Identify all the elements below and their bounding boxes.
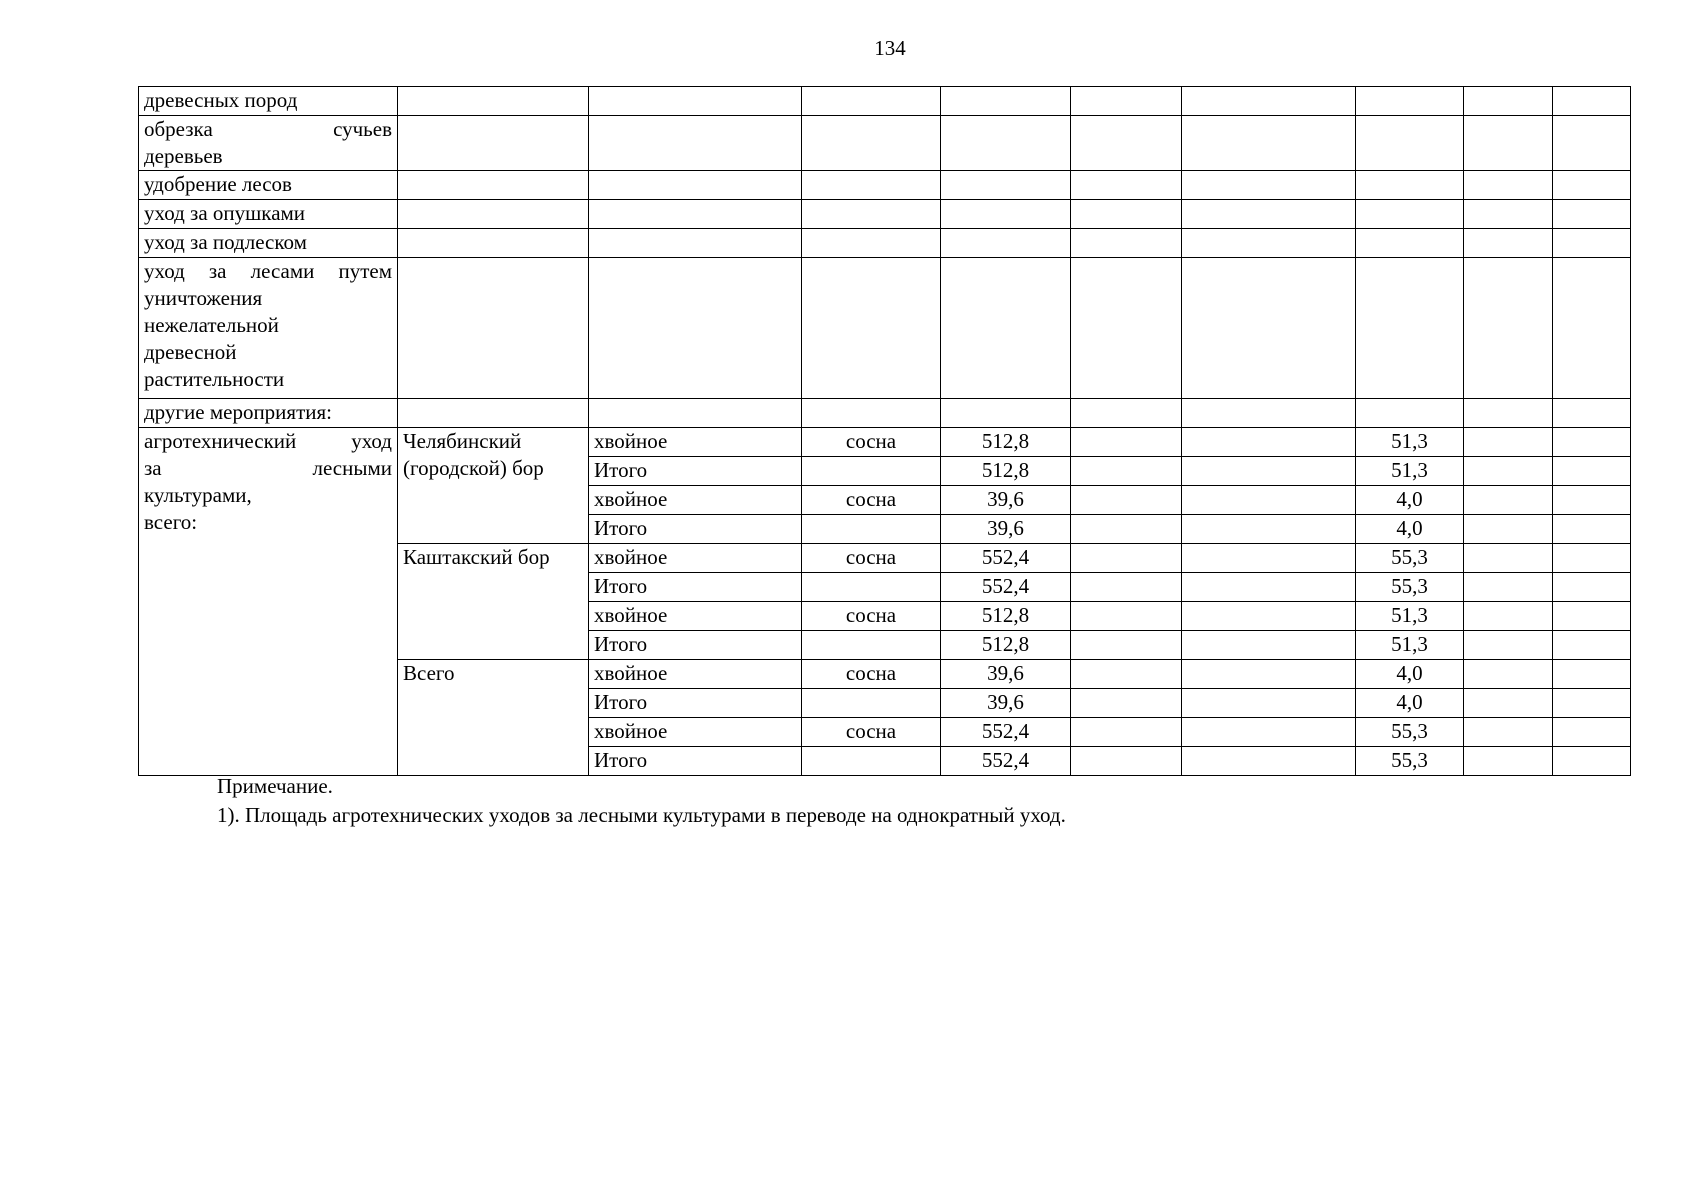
stand-type: Итого (589, 457, 802, 486)
table-row (139, 229, 1631, 258)
species: сосна (802, 544, 941, 573)
species: сосна (802, 428, 941, 457)
area-value: 39,6 (941, 660, 1071, 689)
species (802, 457, 941, 486)
footnote (217, 772, 1066, 830)
stand-type: Итого (589, 689, 802, 718)
table-row (139, 200, 1631, 229)
row-label: удобрение лесов (139, 171, 398, 200)
note-text: 1). Площадь агротехнических уходов за лесными культурами в переводе на однократный уход. (217, 803, 1066, 827)
forest-measures-table (138, 86, 1631, 776)
area-value: 512,8 (941, 457, 1071, 486)
measure-value: 51,3 (1356, 457, 1464, 486)
stand-type: Итого (589, 573, 802, 602)
measure-value: 51,3 (1356, 602, 1464, 631)
table-row (139, 171, 1631, 200)
area-value: 39,6 (941, 486, 1071, 515)
area-value: 512,8 (941, 631, 1071, 660)
stand-type: хвойное (589, 428, 802, 457)
table-row (139, 399, 1631, 428)
row-label: другие мероприятия: (139, 399, 398, 428)
row-label: обрезка сучьев деревьев (139, 116, 398, 171)
stand-type: хвойное (589, 660, 802, 689)
table-row (139, 258, 1631, 399)
measure-value: 55,3 (1356, 544, 1464, 573)
measure-value: 4,0 (1356, 689, 1464, 718)
agro-label: агротехнический уход за лесными культурами, всего: (139, 428, 398, 776)
forest-name: Каштакский бор (398, 544, 589, 660)
area-value: 512,8 (941, 602, 1071, 631)
species: сосна (802, 660, 941, 689)
stand-type: Итого (589, 631, 802, 660)
page-number: 134 (874, 36, 906, 60)
area-value: 512,8 (941, 428, 1071, 457)
table-row (139, 87, 1631, 116)
measure-value: 51,3 (1356, 428, 1464, 457)
area-value: 552,4 (941, 573, 1071, 602)
stand-type: Итого (589, 515, 802, 544)
species (802, 689, 941, 718)
area-value: 39,6 (941, 689, 1071, 718)
species: сосна (802, 602, 941, 631)
measure-value: 55,3 (1356, 718, 1464, 747)
note-title: Примечание. (217, 774, 333, 798)
measure-value: 55,3 (1356, 747, 1464, 776)
species: сосна (802, 718, 941, 747)
stand-type: Итого (589, 747, 802, 776)
table-row (139, 428, 1631, 457)
species (802, 515, 941, 544)
forest-name: Всего (398, 660, 589, 776)
stand-type: хвойное (589, 602, 802, 631)
area-value: 39,6 (941, 515, 1071, 544)
measure-value: 4,0 (1356, 660, 1464, 689)
species: сосна (802, 486, 941, 515)
area-value: 552,4 (941, 747, 1071, 776)
stand-type: хвойное (589, 718, 802, 747)
area-value: 552,4 (941, 544, 1071, 573)
forest-name: Челябинский (городской) бор (398, 428, 589, 544)
row-label: уход за лесами путем уничтожения нежелательной древесной растительности (139, 258, 398, 399)
row-label: уход за опушками (139, 200, 398, 229)
row-label: уход за подлеском (139, 229, 398, 258)
stand-type: хвойное (589, 486, 802, 515)
measure-value: 4,0 (1356, 486, 1464, 515)
row-label: древесных пород (139, 87, 398, 116)
species (802, 573, 941, 602)
measure-value: 51,3 (1356, 631, 1464, 660)
table-row (139, 116, 1631, 171)
measure-value: 55,3 (1356, 573, 1464, 602)
area-value: 552,4 (941, 718, 1071, 747)
species (802, 631, 941, 660)
stand-type: хвойное (589, 544, 802, 573)
measure-value: 4,0 (1356, 515, 1464, 544)
